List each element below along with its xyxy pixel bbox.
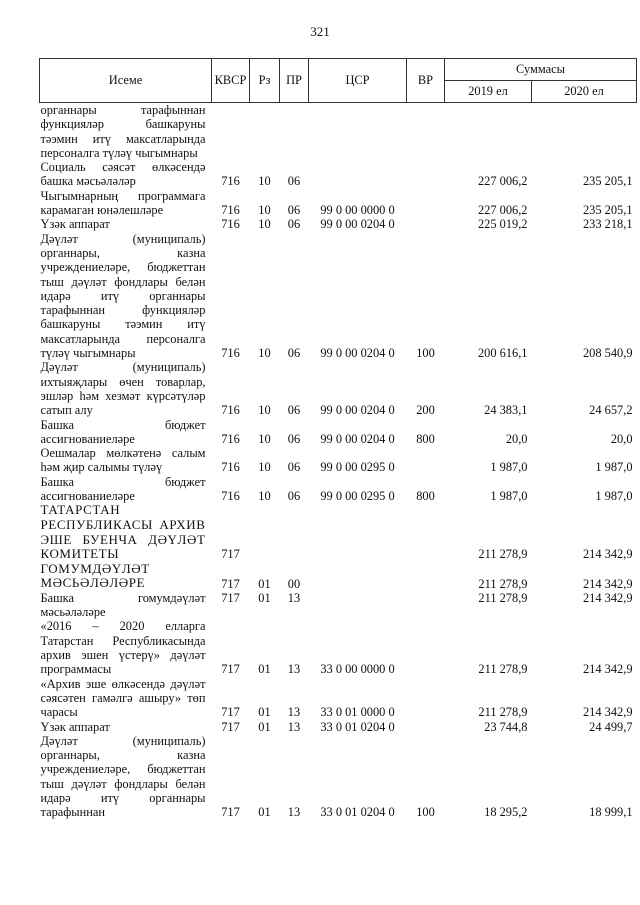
header-2020: 2020 ел bbox=[532, 81, 637, 103]
table-body bbox=[40, 103, 637, 820]
table-row bbox=[40, 562, 637, 591]
table-row bbox=[40, 232, 637, 361]
row-pr: 06 bbox=[287, 403, 301, 418]
row-2019: 211 278,9 bbox=[478, 576, 528, 591]
row-pr: 06 bbox=[287, 217, 301, 232]
row-csr bbox=[309, 562, 407, 591]
row-rz: 01 bbox=[258, 590, 271, 605]
row-csr: 99 0 00 0000 0 bbox=[320, 203, 395, 218]
row-2020: 214 342,9 bbox=[582, 705, 633, 720]
row-name: «2016 – 2020 елларга Татарстан Республикасында архив эшен үстерү» дәүләт программасы bbox=[40, 619, 206, 677]
row-2019: 211 278,9 bbox=[478, 705, 528, 720]
header-2019: 2019 ел bbox=[445, 81, 532, 103]
row-rz: 10 bbox=[258, 346, 271, 361]
row-2019: 24 383,1 bbox=[484, 403, 528, 418]
row-rz: 01 bbox=[258, 576, 271, 591]
row-name: Дәүләт (муниципаль) органнары, казна учреждениеләре, бюджеттан тыш дәүләт фондлары белән идарә итү органнары тарафыннан функцияләр башкаруны тәэмин итү максатларында персоналга түләү чыгымнары bbox=[40, 231, 206, 361]
table-row bbox=[40, 160, 637, 189]
row-2020: 1 987,0 bbox=[595, 460, 633, 475]
row-vr bbox=[407, 446, 445, 475]
row-pr: 06 bbox=[287, 174, 301, 189]
table-row bbox=[40, 619, 637, 676]
row-2020: 208 540,9 bbox=[582, 346, 633, 361]
row-pr: 06 bbox=[287, 431, 301, 446]
row-csr: 33 0 01 0000 0 bbox=[320, 705, 395, 720]
page-number: 321 bbox=[310, 24, 330, 39]
row-vr bbox=[407, 720, 445, 734]
row-vr: 800 bbox=[416, 489, 435, 504]
table-row bbox=[40, 446, 637, 475]
row-rz: 01 bbox=[258, 705, 271, 720]
row-kvsr: 717 bbox=[221, 576, 240, 591]
row-2020: 214 342,9 bbox=[582, 662, 633, 677]
row-vr bbox=[407, 160, 445, 189]
row-pr: 13 bbox=[287, 719, 301, 734]
row-vr bbox=[407, 591, 445, 620]
row-rz: 10 bbox=[258, 217, 271, 232]
row-kvsr: 717 bbox=[221, 705, 240, 720]
row-name: органнары тарафыннан функцияләр башкаруны тәэмин итү максатларында персоналга түләү чыгымнары bbox=[40, 103, 206, 160]
row-2019: 200 616,1 bbox=[477, 346, 528, 361]
row-2020: 1 987,0 bbox=[595, 489, 633, 504]
row-pr: 06 bbox=[287, 203, 301, 218]
row-name: ТАТАРСТАН РЕСПУБЛИКАСЫ АРХИВ ЭШЕ БУЕНЧА ДӘҮЛӘТ КОМИТЕТЫ bbox=[40, 502, 206, 562]
row-2020: 235 205,1 bbox=[582, 203, 633, 218]
row-2020 bbox=[532, 103, 637, 161]
row-name: Дәүләт (муниципаль) ихтыяҗлары өчен товарлар, эшләр һәм хезмәт күрсәтүләр сатып алу bbox=[40, 360, 206, 418]
row-name: Үзәк аппарат bbox=[40, 719, 110, 734]
row-2019 bbox=[445, 103, 532, 161]
row-kvsr: 717 bbox=[221, 805, 240, 820]
table-row bbox=[40, 360, 637, 417]
row-csr bbox=[309, 591, 407, 620]
row-2020: 214 342,9 bbox=[582, 590, 633, 605]
budget-table bbox=[39, 58, 637, 820]
row-kvsr: 717 bbox=[221, 547, 240, 562]
row-name: Социаль сәясәт өлкәсендә башка мәсьәләләр bbox=[40, 160, 206, 189]
row-2020: 24 499,7 bbox=[589, 719, 633, 734]
row-vr: 200 bbox=[416, 403, 435, 418]
row-2019: 1 987,0 bbox=[490, 489, 528, 504]
row-2020: 20,0 bbox=[610, 431, 633, 446]
table-row bbox=[40, 103, 637, 161]
row-rz: 01 bbox=[258, 662, 271, 677]
row-pr: 06 bbox=[287, 346, 301, 361]
row-2020: 24 657,2 bbox=[589, 403, 633, 418]
row-vr: 100 bbox=[416, 805, 435, 820]
row-csr: 99 0 00 0204 0 bbox=[320, 217, 395, 232]
row-name: Чыгымнарның программага карамаган юнәлешләре bbox=[40, 188, 206, 218]
header-sums: Суммасы bbox=[445, 59, 637, 81]
row-name: ГОМУМДӘҮЛӘТ МӘСЬӘЛӘЛӘРЕ bbox=[40, 560, 150, 591]
table-row bbox=[40, 720, 637, 734]
row-2020: 235 205,1 bbox=[582, 174, 633, 189]
row-csr: 99 0 00 0204 0 bbox=[320, 431, 395, 446]
table-row bbox=[40, 475, 637, 504]
row-2019: 211 278,9 bbox=[478, 590, 528, 605]
row-kvsr: 716 bbox=[221, 174, 240, 189]
table-row bbox=[40, 418, 637, 447]
table-row bbox=[40, 217, 637, 231]
row-2019: 211 278,9 bbox=[478, 662, 528, 677]
row-vr bbox=[407, 677, 445, 720]
row-kvsr: 716 bbox=[221, 217, 240, 232]
row-2019: 225 019,2 bbox=[477, 217, 528, 232]
row-rz: 10 bbox=[258, 460, 271, 475]
row-rz: 10 bbox=[258, 431, 271, 446]
row-rz bbox=[250, 503, 280, 561]
row-name: Үзәк аппарат bbox=[40, 217, 110, 232]
table-row bbox=[40, 591, 637, 620]
header-vr: ВР bbox=[407, 59, 445, 103]
row-name: Башка бюджет ассигнованиеләре bbox=[40, 417, 206, 446]
row-vr: 100 bbox=[416, 346, 435, 361]
row-kvsr: 716 bbox=[221, 403, 240, 418]
row-name: Башка гомумдәүләт мәсьәләләре bbox=[40, 590, 206, 620]
row-pr: 13 bbox=[287, 590, 301, 605]
row-rz: 10 bbox=[258, 203, 271, 218]
row-kvsr: 716 bbox=[221, 489, 240, 504]
row-2019: 227 006,2 bbox=[477, 174, 528, 189]
row-kvsr: 717 bbox=[221, 662, 240, 677]
table-row bbox=[40, 734, 637, 820]
row-name: Дәүләт (муниципаль) органнары, казна учреждениеләре, бюджеттан тыш дәүләт фондлары белән идарә итү органнары тарафыннан bbox=[40, 733, 206, 820]
header-name: Исеме bbox=[40, 59, 212, 103]
row-csr: 33 0 01 0204 0 bbox=[320, 805, 395, 820]
row-csr: 99 0 00 0204 0 bbox=[320, 403, 395, 418]
row-vr bbox=[407, 217, 445, 231]
row-vr bbox=[407, 562, 445, 591]
row-vr bbox=[407, 189, 445, 218]
row-kvsr: 716 bbox=[221, 431, 240, 446]
row-rz: 01 bbox=[258, 805, 271, 820]
row-2020: 18 999,1 bbox=[589, 805, 633, 820]
row-rz: 01 bbox=[258, 719, 271, 734]
row-2019: 211 278,9 bbox=[478, 547, 528, 562]
table-row bbox=[40, 189, 637, 218]
row-kvsr: 716 bbox=[221, 346, 240, 361]
row-pr: 06 bbox=[287, 460, 301, 475]
header-kvsr: КВСР bbox=[212, 59, 250, 103]
table-header bbox=[40, 59, 637, 103]
row-csr: 33 0 01 0204 0 bbox=[320, 719, 395, 734]
row-csr bbox=[309, 503, 407, 561]
row-vr bbox=[407, 619, 445, 676]
row-vr: 800 bbox=[416, 431, 435, 446]
table-row bbox=[40, 677, 637, 720]
row-2020: 233 218,1 bbox=[582, 217, 633, 232]
row-vr bbox=[407, 503, 445, 561]
row-name: «Архив эше өлкәсендә дәүләт сәясәтен гамәлгә ашыру» төп чарасы bbox=[40, 676, 206, 720]
row-2020: 214 342,9 bbox=[582, 547, 633, 562]
row-rz: 10 bbox=[258, 174, 271, 189]
row-pr: 00 bbox=[287, 576, 301, 591]
table-row bbox=[40, 503, 637, 561]
row-vr bbox=[407, 103, 445, 161]
row-name: Оешмалар мөлкәтенә салым һәм җир салымы түләү bbox=[40, 446, 206, 475]
row-csr: 99 0 00 0295 0 bbox=[320, 489, 395, 504]
row-2019: 20,0 bbox=[505, 431, 528, 446]
row-2020: 214 342,9 bbox=[582, 576, 633, 591]
row-pr: 13 bbox=[287, 805, 301, 820]
row-rz: 10 bbox=[258, 403, 271, 418]
row-rz: 10 bbox=[258, 489, 271, 504]
row-pr: 13 bbox=[287, 662, 301, 677]
row-2019: 23 744,8 bbox=[484, 719, 528, 734]
row-2019: 227 006,2 bbox=[477, 203, 528, 218]
row-pr: 13 bbox=[287, 705, 301, 720]
row-rz bbox=[250, 103, 280, 161]
header-rz: Рз bbox=[250, 59, 280, 103]
row-2019: 1 987,0 bbox=[490, 460, 528, 475]
row-kvsr: 716 bbox=[221, 203, 240, 218]
row-pr: 06 bbox=[287, 489, 301, 504]
header-csr: ЦСР bbox=[309, 59, 407, 103]
row-pr bbox=[280, 503, 309, 561]
row-pr bbox=[280, 103, 309, 161]
row-name: Башка бюджет ассигнованиеләре bbox=[40, 474, 206, 504]
row-kvsr: 717 bbox=[221, 590, 240, 605]
row-csr: 99 0 00 0204 0 bbox=[320, 346, 395, 361]
row-csr bbox=[309, 103, 407, 161]
row-csr bbox=[309, 160, 407, 189]
row-kvsr: 716 bbox=[221, 460, 240, 475]
row-kvsr bbox=[212, 103, 250, 161]
row-csr: 33 0 00 0000 0 bbox=[320, 662, 395, 677]
row-csr: 99 0 00 0295 0 bbox=[320, 460, 395, 475]
header-pr: ПР bbox=[280, 59, 309, 103]
row-2019: 18 295,2 bbox=[484, 805, 528, 820]
row-kvsr: 717 bbox=[221, 719, 240, 734]
